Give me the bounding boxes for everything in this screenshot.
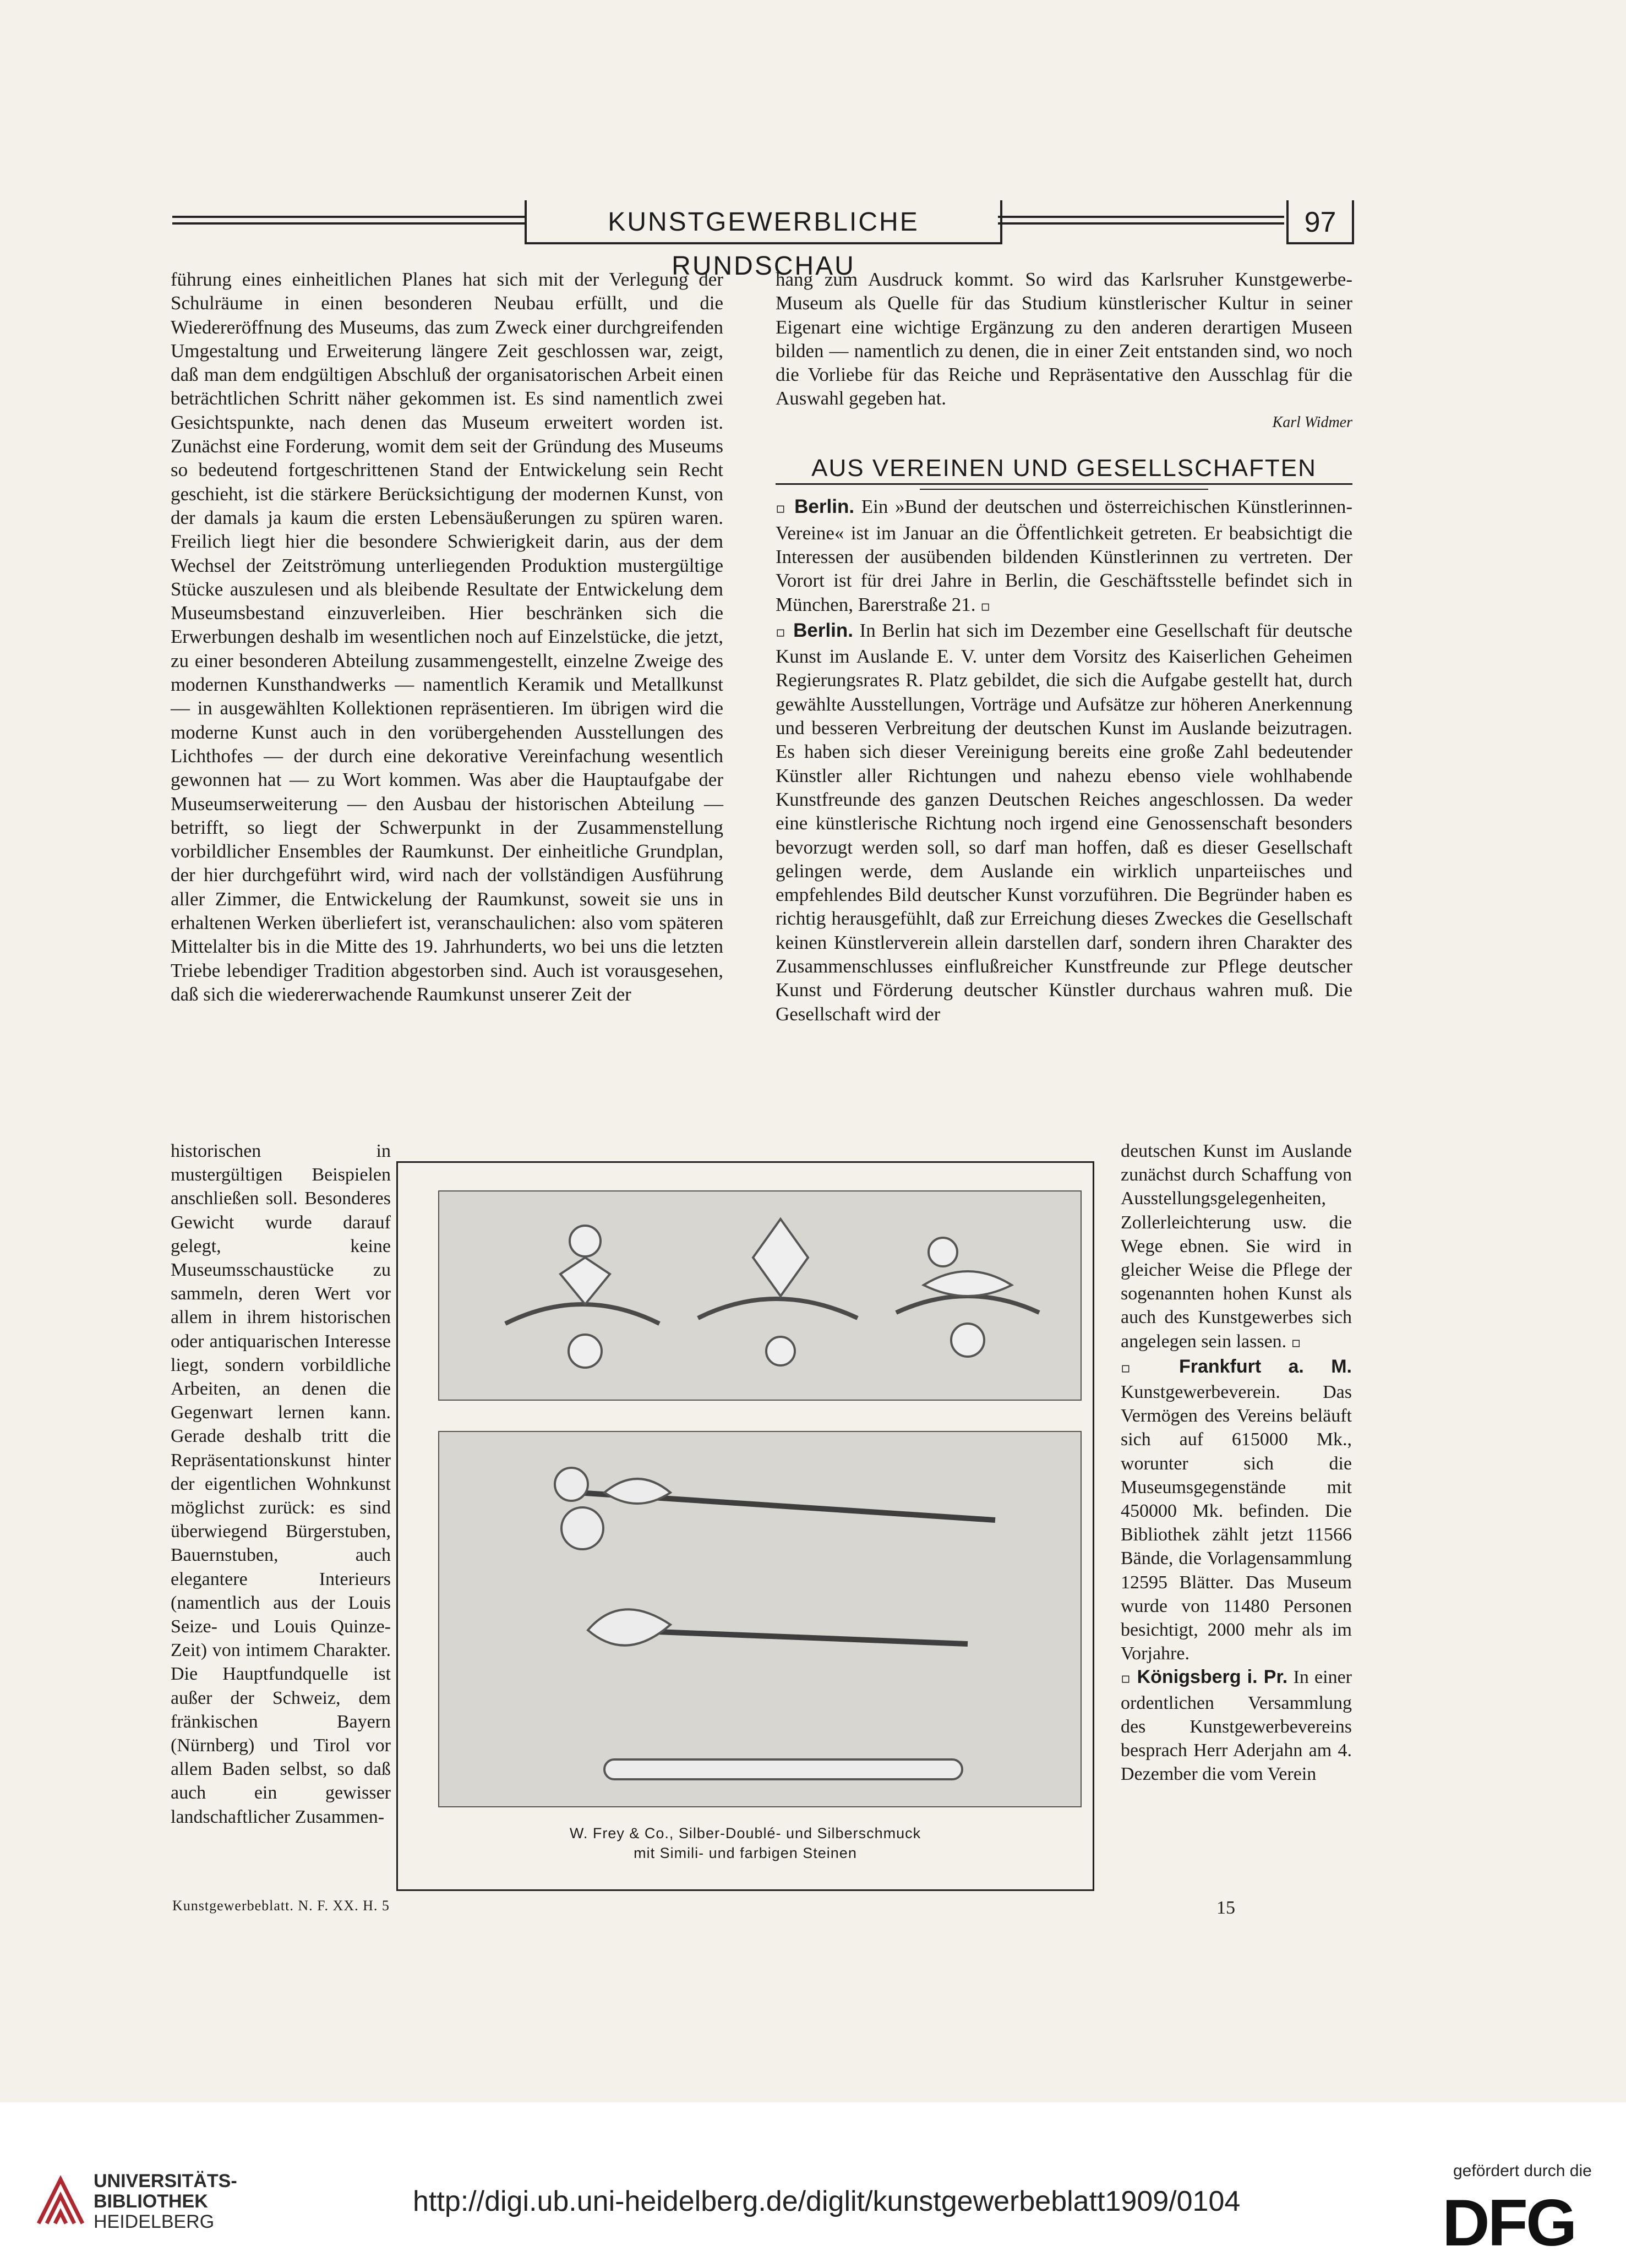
ring-stone (766, 1337, 795, 1365)
square-bullet-icon: ▫ (1121, 1359, 1153, 1376)
ring-stone (929, 1238, 957, 1266)
photo-brooches (438, 1431, 1082, 1807)
ring-band-3 (896, 1296, 1039, 1313)
left-column-narrow (171, 1139, 391, 1829)
entry-berlin-1 (776, 495, 1352, 618)
library-name (94, 2171, 237, 2232)
entry-text: In einer ordentlichen Versammlung des Kunstgewerbevereins besprach Herr Aderjahn am 4. Dezember die vom Verein (1121, 1667, 1352, 1785)
head-rule-right (998, 216, 1284, 225)
entry-city: Berlin. (793, 619, 853, 641)
brooch-bar (604, 1759, 962, 1779)
entry-koenigsberg (1121, 1665, 1352, 1786)
brooch-pin-2 (615, 1630, 968, 1644)
brooch-stone (561, 1507, 603, 1549)
figure-caption (398, 1823, 1093, 1863)
right-column (776, 267, 1352, 1026)
ring-setting (753, 1219, 808, 1296)
ring-stone (951, 1324, 984, 1357)
left-column-text: führung eines einheitlichen Planes hat sich mit der Verlegung der Schulräume in einen besonderen Neubau erfüllt, und die Wiedereröffnung des Museums, das zum Zweck einer durchgreifenden Umgestaltung und Erweiterung längere Zeit geschlossen war, zeigt, daß man dem endgültigen Abschluß der organisatorischen Arbeit einen beträchtlichen Schritt näher gekommen ist. Es sind namentlich zwei Gesichtspunkte, nach denen das Museum erweitert worden ist. Zunächst eine Forderung, womit dem seit der Gründung des Museums so bedeutend fortgeschrittenen Stand der Entwickelung sein Recht geschieht, ist die stärkere Berücksichtigung der modernen Kunst, von der damals ja kaum die ersten Lebensäußerungen zu spüren waren. Freilich liegt hier die besondere Schwierigkeit darin, aus der dem Wechsel der Zeitströmung unterliegenden Produktion mustergültige Stücke auszulesen und als bleibende Resultate der Entwickelung dem Museumsbestand einzuverleiben. Hier beschränken sich die Erwerbungen deshalb im wesentlichen noch auf Einzelstücke, die jetzt, zu einer besonderen Abteilung zusammengestellt, einzelne Zweige des modernen Kunsthandwerks — namentlich Keramik und Metallkunst — in ausgewählten Kollektionen repräsentieren. Im übrigen wird die moderne Kunst auch in den vorübergehenden Ausstellungen des Lichthofes — der durch eine dekorative Vereinfachung wesentlich gewonnen hat — zu Wort kommen. Was aber die Hauptaufgabe der Museumserweiterung — den Ausbau der historischen Abteilung — betrifft, so liegt der Schwerpunkt in der Zusammenstellung vorbildlicher Ensembles der Raumkunst. Der einheitliche Grundplan, der hier durchgeführt wird, wird nach der vollständigen Ausführung aller Zimmer, die Entwickelung der Raumkunst, soweit sie uns in erhaltenen Werken überliefert ist, veranschaulichen: also vom späteren Mittelalter bis in die Mitte des 19. Jahrhunderts, wo bei uns die letzten Triebe lebendiger Tradition abgestorben sind. Auch ist vorausgesehen, daß sich die wiedererwachende Raumkunst unserer Zeit der (171, 269, 723, 1005)
dfg-logo: DFG (1442, 2186, 1575, 2260)
right-column-narrow (1121, 1139, 1352, 1786)
right-column-intro: hang zum Ausdruck kommt. So wird das Karlsruher Kunstgewerbe-Museum als Quelle für das Studium künstlerischer Kultur in seiner Eigenart eine wichtige Ergänzung zu den anderen derartigen Museen bilden — namentlich zu denen, die in einer Zeit entstanden sind, wo noch die Vorliebe für das Reiche und Repräsentative den Ausschlag für die Auswahl gegeben hat. (776, 269, 1352, 409)
ring-setting (560, 1258, 610, 1304)
entry-frankfurt (1121, 1355, 1352, 1666)
photo-rings (438, 1190, 1082, 1401)
rings-illustration (439, 1192, 1081, 1400)
figure-box (396, 1161, 1094, 1891)
brooch-loop (588, 1609, 670, 1645)
ring-band-1 (505, 1304, 659, 1324)
right-column-narrow-text (1121, 1139, 1352, 1355)
page-number: 97 (1286, 200, 1354, 244)
left-column-narrow-text: historischen in mustergültigen Beispielen anschließen soll. Besonderes Gewicht wurde darauf gelegt, keine Museumsschaustücke zu sammeln, deren Wert vor allem in ihrem historischen oder antiquarischen Interesse liegt, sondern vorbildliche Arbeiten, an denen die Gegenwart lernen kann. Gerade deshalb tritt die Repräsentationskunst hinter der eigentlichen Wohnkunst möglichst zurück: es sind überwiegend Bürgerstuben, Bauernstuben, auch elegantere Interieurs (namentlich aus der Louis Seize- und Louis Quinze-Zeit) von intimem Charakter. Die Hauptfundquelle ist außer der Schweiz, dem fränkischen Bayern (Nürnberg) und Tirol vor allem Baden selbst, so daß auch ein gewisser landschaftlicher Zusammen- (171, 1141, 391, 1827)
ring-stone (569, 1335, 602, 1368)
library-line: BIBLIOTHEK (94, 2191, 208, 2212)
square-bullet-icon: ▫ (776, 500, 788, 517)
section-title: AUS VEREINEN UND GESELLSCHAFTEN (776, 456, 1352, 485)
brooch-stone (555, 1468, 588, 1501)
source-url-link[interactable]: http://digi.ub.uni-heidelberg.de/diglit/kunstgewerbeblatt1909/0104 (413, 2185, 1241, 2217)
author-signature: Karl Widmer (1272, 413, 1352, 431)
library-line: UNIVERSITÄTS- (94, 2171, 237, 2192)
entry-text: Kunstgewerbeverein. Das Vermögen des Vereins beläuft sich auf 615000 Mk., worunter sich die Museumsgegenstände mit 450000 Mk. befinden. Die Bibliothek zählt jetzt 11566 Bände, die Vorlagensammlung 12595 Blätter. Das Museum wurde von 11480 Personen besichtigt, 2000 mehr als im Vorjahre. (1121, 1382, 1352, 1664)
square-end-icon: ▫ (980, 598, 990, 615)
footer-journal: Kunstgewerbeblatt. N. F. XX. H. 5 (172, 1898, 390, 1914)
ring-setting (924, 1271, 1012, 1296)
funding-note: gefördert durch die (1453, 2162, 1592, 2180)
entry-city: Königsberg i. Pr. (1137, 1666, 1288, 1688)
running-title: KUNSTGEWERBLICHE RUNDSCHAU (525, 200, 1002, 244)
entry-city: Berlin. (794, 496, 855, 518)
left-column (171, 267, 723, 1006)
entry-text: Ein »Bund der deutschen und österreichischen Künstlerinnen-Vereine« ist im Januar an die Öffentlichkeit getreten. Er beabsichtigt die Interessen der ausübenden bildenden Künstlerinnen zu vertreten. Der Vorort ist für drei Jahre in Berlin, die Geschäftsstelle befindet sich in München, Barerstraße 21. (776, 496, 1352, 615)
digitization-banner (0, 2102, 1626, 2268)
figure-caption-line: mit Simili- und farbigen Steinen (634, 1845, 857, 1861)
figure-caption-line: W. Frey & Co., Silber-Doublé- und Silberschmuck (569, 1825, 921, 1841)
ring-stone (570, 1226, 601, 1256)
entry-text: deutschen Kunst im Auslande zunächst durch Schaffung von Ausstellungsgelegenheiten, Zollerleichterung usw. die Wege ebnen. Sie wird in gleicher Weise die Pflege der sogenannten hohen Kunst als auch des Kunstgewerbes sich angelegen sein lassen. (1121, 1141, 1352, 1352)
library-line: HEIDELBERG (94, 2211, 215, 2232)
square-bullet-icon: ▫ (776, 624, 787, 641)
entry-text: In Berlin hat sich im Dezember eine Gesellschaft für deutsche Kunst im Auslande E. V. unter dem Vorsitz des Kaiserlichen Geheimen Regierungsrates R. Platz gebildet, die sich die Aufgabe gestellt hat, durch gewählte Ausstellungen, Vorträge und Aufsätze zur höheren Anerkennung und besseren Verbreitung der deutschen Kunst im Auslande beizutragen. Es haben sich dieser Vereinigung bereits eine große Zahl bedeutender Künstler aller Richtungen und nahezu ebenso viele wohlhabende Kunstfreunde des ganzen Deutschen Reiches angeschlossen. Da weder eine künstlerische Richtung noch irgend eine Genossenschaft besonders bevorzugt werden soll, so darf man hoffen, daß es dieser Gesellschaft gelingen werde, dem Auslande ein wirklich unparteiisches und empfehlendes Bild deutscher Kunst vorzuführen. Die Begründer haben es richtig herausgefühlt, daß zur Erreichung dieses Zweckes die Gesellschaft keinen Künstlerverein allein darstellen darf, sondern ihren Charakter des Zusammenschlusses einflußreicher Kunstfreunde zur Pflege deutscher Kunst und Förderung deutscher Künstler durchaus wahren muß. Die Gesellschaft wird der (776, 619, 1353, 1025)
entry-city: Frankfurt a. M. (1178, 1356, 1352, 1377)
square-bullet-icon: ▫ (1121, 1670, 1132, 1687)
ring-band-2 (698, 1299, 858, 1318)
running-head (172, 200, 1352, 281)
brooches-illustration (439, 1432, 1081, 1806)
entry-berlin-2 (776, 619, 1352, 1026)
square-end-icon: ▫ (1291, 1334, 1301, 1351)
university-logo-icon (33, 2168, 88, 2229)
footer-sheet-number: 15 (1216, 1898, 1235, 1918)
head-rule-left (172, 216, 525, 225)
